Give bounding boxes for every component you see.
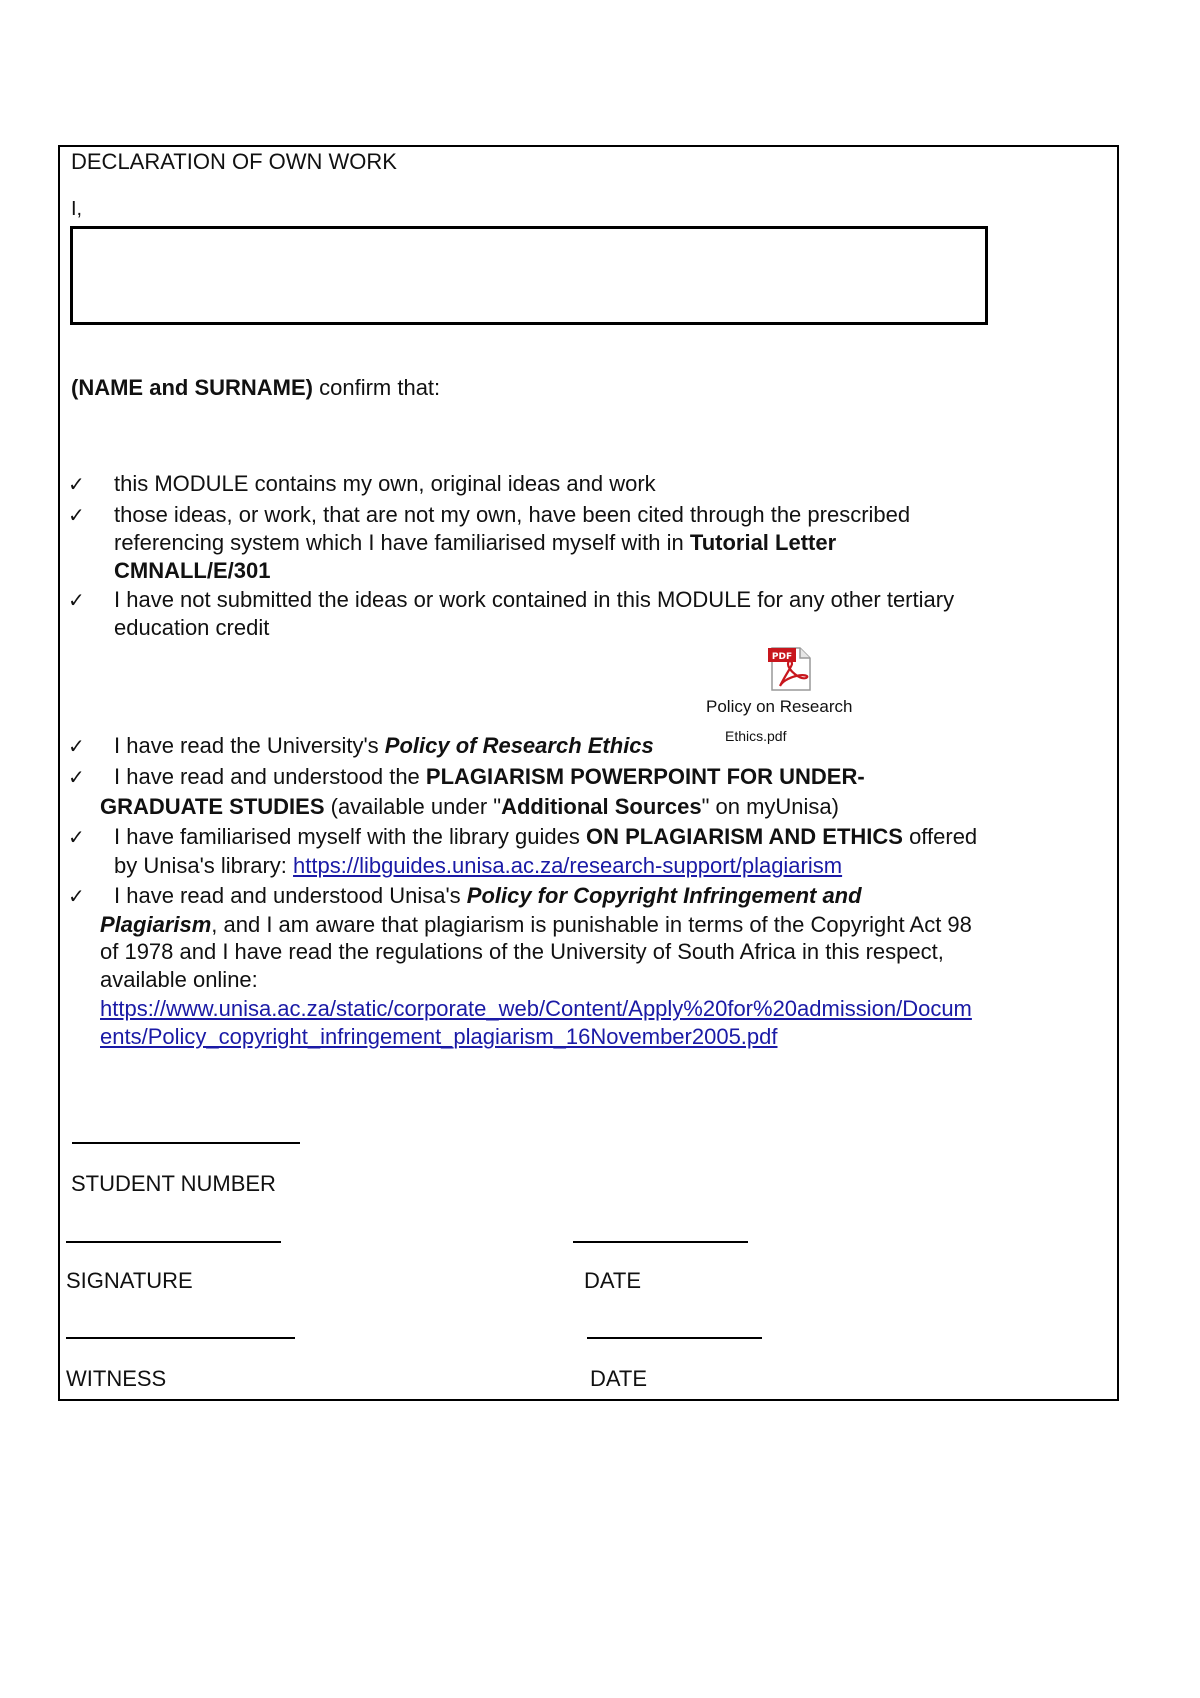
date-label: DATE: [584, 1268, 642, 1293]
witness-label: WITNESS: [66, 1366, 167, 1391]
page-title: DECLARATION OF OWN WORK: [71, 149, 397, 174]
pdf-caption-filename[interactable]: Ethics.pdf: [725, 728, 787, 744]
list-item-continuation: available online:: [100, 967, 258, 992]
policy-link[interactable]: ents/Policy_copyright_infringement_plagiarism_16November2005.pdf: [100, 1024, 778, 1049]
list-item-continuation: CMNALL/E/301: [114, 558, 271, 583]
check-icon: ✓: [68, 884, 85, 908]
pdf-caption[interactable]: Policy on Research: [706, 697, 853, 716]
check-icon: ✓: [68, 503, 85, 527]
signature-line: [66, 1241, 281, 1243]
list-item-continuation: [100, 1023, 778, 1051]
list-item-continuation: GRADUATE STUDIES (available under "Additional Sources" on myUnisa): [100, 794, 839, 819]
student-number-label: STUDENT NUMBER: [71, 1171, 276, 1196]
list-item: this MODULE contains my own, original ideas and work: [114, 471, 656, 496]
list-item-continuation: by Unisa's library: https://libguides.unisa.ac.za/research-support/plagiarism: [114, 853, 843, 878]
list-item-continuation: of 1978 and I have read the regulations of the University of South Africa in this respect,: [100, 939, 944, 964]
witness-date-label: DATE: [590, 1366, 648, 1391]
confirm-statement: [71, 374, 440, 402]
confirm-text: confirm that:: [313, 375, 441, 400]
witness-date-line: [587, 1337, 762, 1339]
name-surname-label: (NAME and SURNAME): [71, 375, 313, 400]
date-line: [573, 1241, 748, 1243]
list-item: I have read the University's Policy of Research Ethics: [114, 733, 654, 758]
list-item-continuation: Plagiarism, and I am aware that plagiarism is punishable in terms of the Copyright Act 98: [100, 912, 972, 937]
witness-line: [66, 1337, 295, 1339]
list-item: I have familiarised myself with the library guides ON PLAGIARISM AND ETHICS offered: [114, 824, 978, 849]
policy-link[interactable]: https://www.unisa.ac.za/static/corporate_web/Content/Apply%20for%20admission/Docum: [100, 996, 972, 1021]
list-item-continuation: [100, 995, 972, 1023]
list-item: I have not submitted the ideas or work contained in this MODULE for any other tertiary: [114, 587, 955, 612]
list-item: I have read and understood the PLAGIARISM POWERPOINT FOR UNDER-: [114, 764, 865, 789]
list-item-continuation: referencing system which I have familiarised myself with in Tutorial Letter: [114, 530, 837, 555]
list-item: I have read and understood Unisa's Policy for Copyright Infringement and: [114, 883, 862, 908]
check-icon: ✓: [68, 472, 85, 496]
signature-label: SIGNATURE: [66, 1268, 193, 1293]
list-item: those ideas, or work, that are not my own, have been cited through the prescribed: [114, 502, 911, 527]
libguides-link[interactable]: https://libguides.unisa.ac.za/research-support/plagiarism: [293, 853, 843, 878]
check-icon: ✓: [68, 765, 85, 789]
check-icon: ✓: [68, 825, 85, 849]
student-number-line: [72, 1142, 300, 1144]
check-icon: ✓: [68, 734, 85, 758]
pdf-file-icon[interactable]: [766, 644, 814, 692]
intro-label: I,: [71, 198, 83, 220]
name-input-box[interactable]: [70, 226, 988, 325]
check-icon: ✓: [68, 588, 85, 612]
list-item-continuation: education credit: [114, 615, 270, 640]
pdf-badge: PDF: [771, 652, 793, 662]
